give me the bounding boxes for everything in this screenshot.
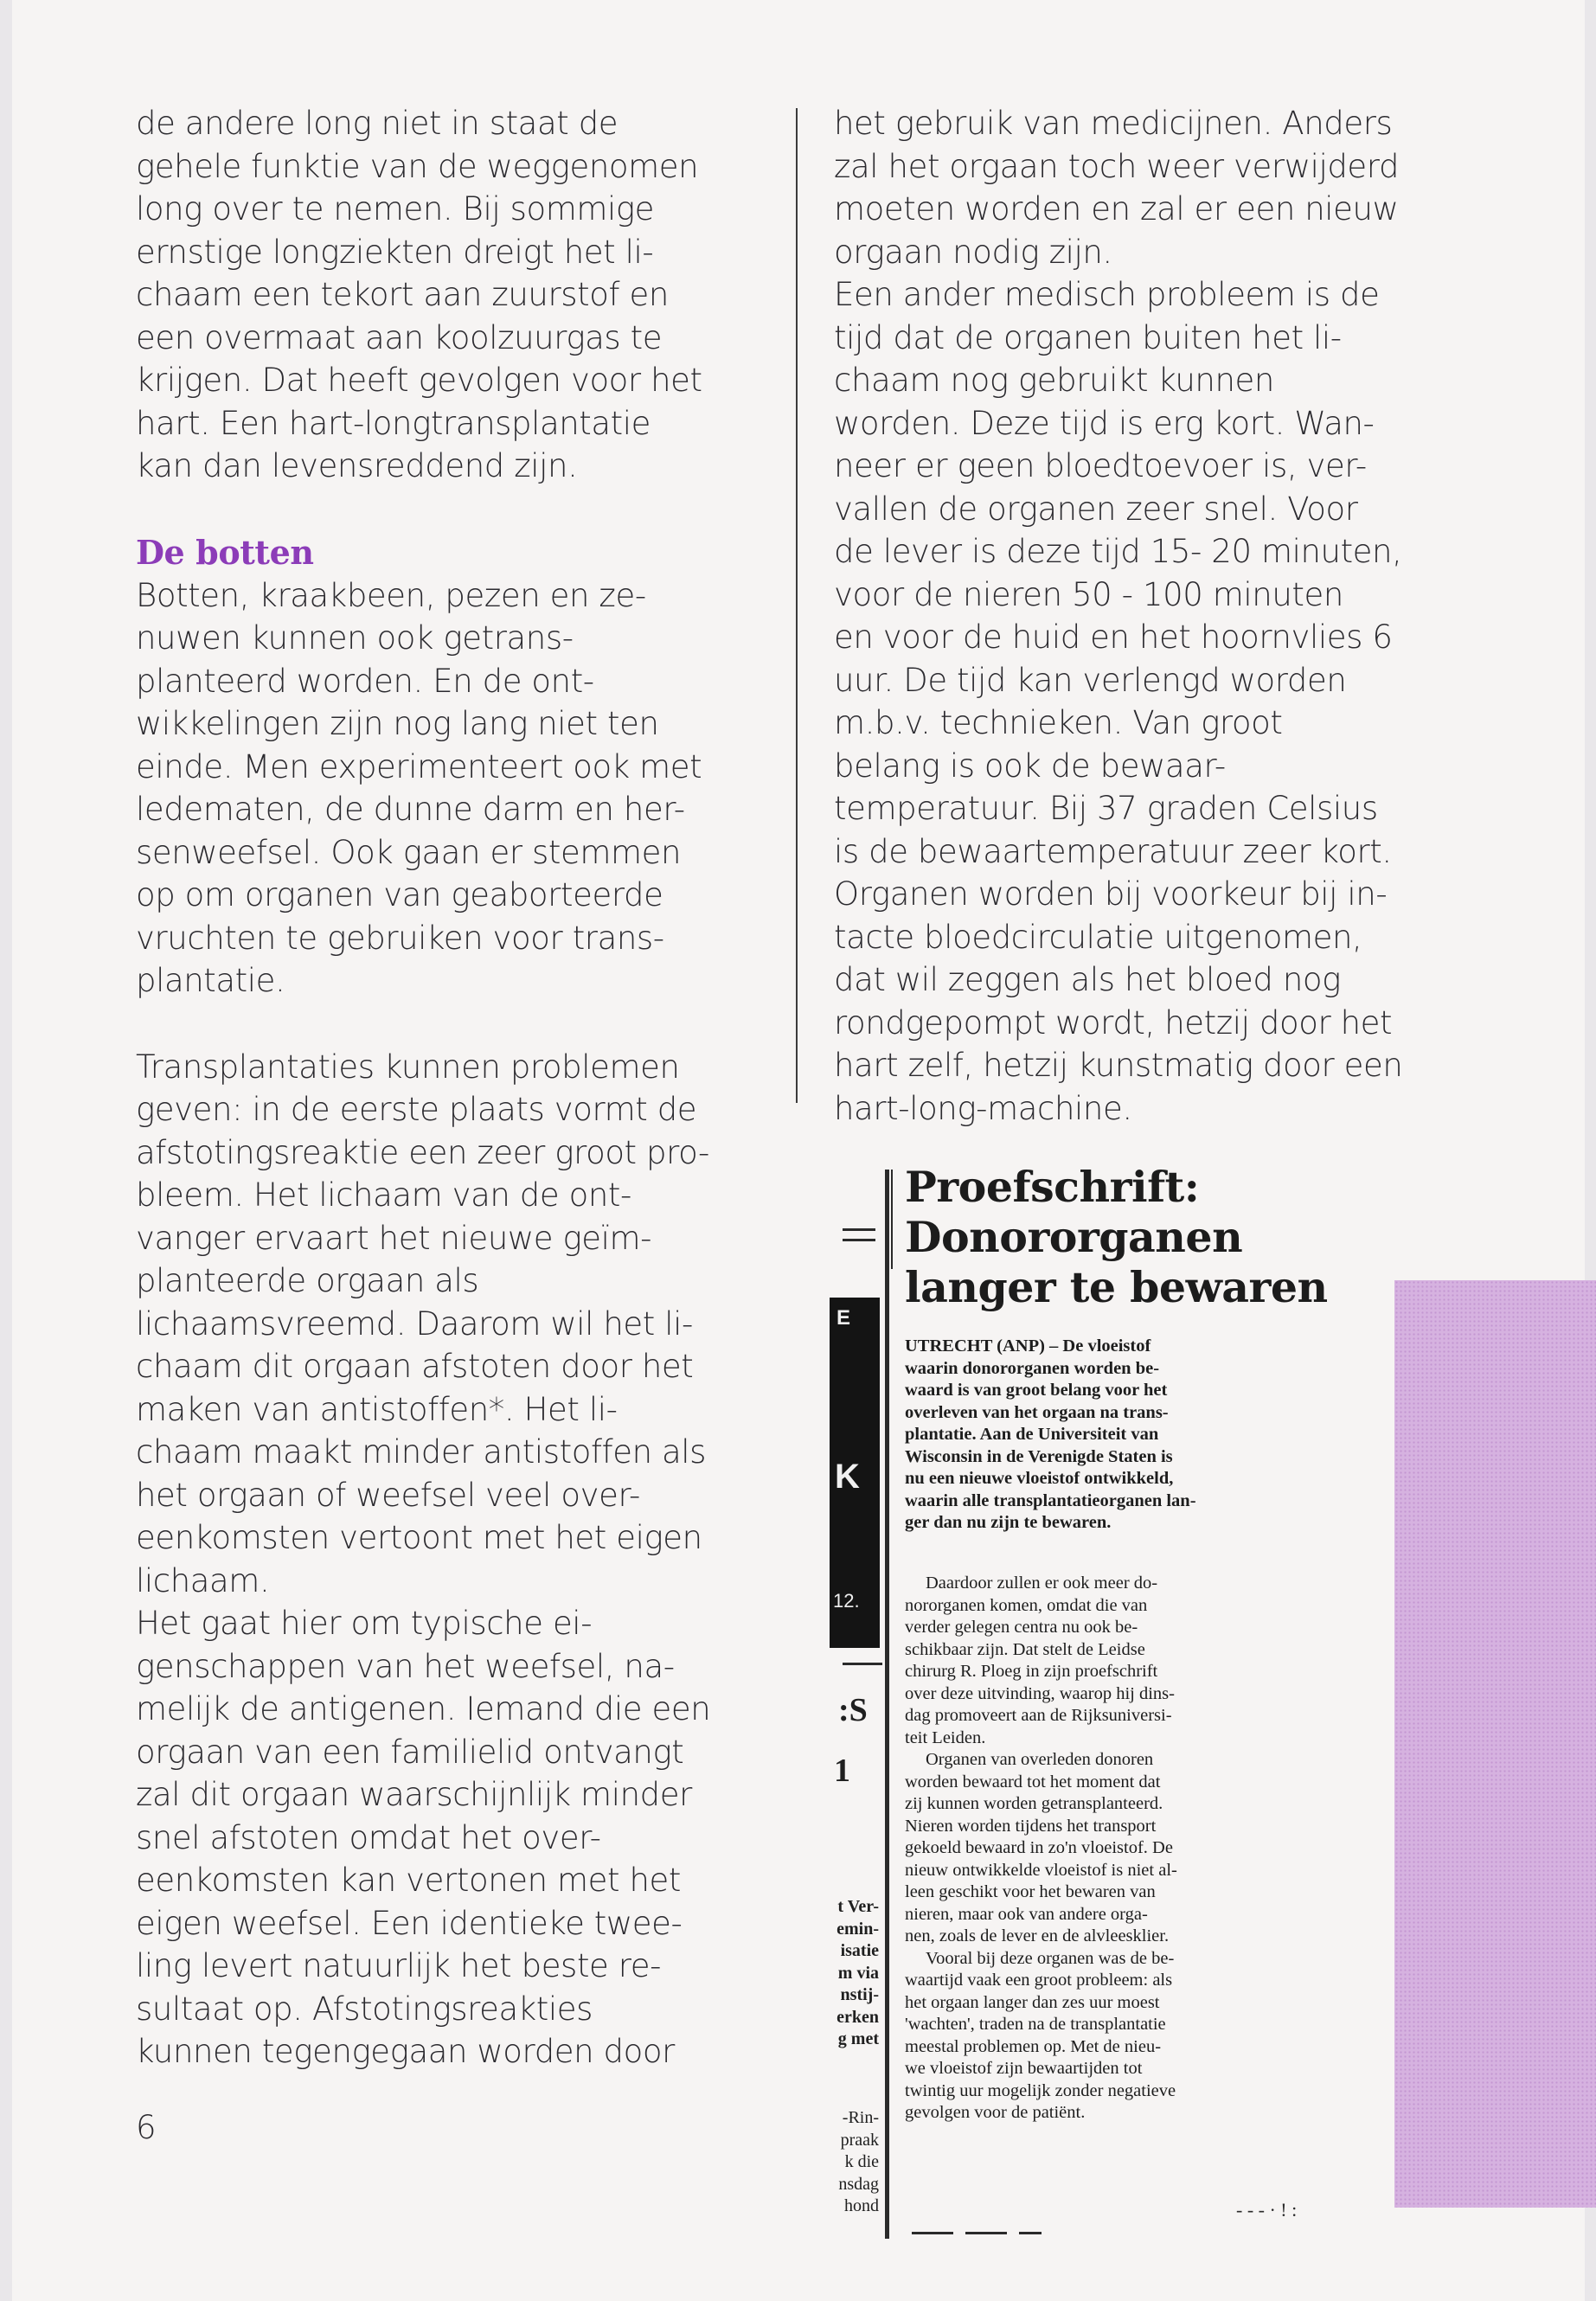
clipping-rule [885,1170,889,2239]
headline-line-3: langer te bewaren [905,1262,1328,1312]
clipping-lead: UTRECHT (ANP) – De vloeistof waarin donororganen worden be- waard is van groot belang voor het overleven van het orgaan na trans- plantatie. Aan de Universiteit van Wisconsin in de Verenigde Staten is nu een nieuwe vloeistof ontwikkeld, waarin alle transplantatieorganen lan- ger dan nu zijn te bewaren. [905,1336,1196,1532]
clipping-paragraph: Vooral bij deze organen was de be- waartijd vaak een groot probleem: als het orgaan langer dan zes uur moest 'wachten', traden na de transplantatie meestal problemen op. Met de nieu- we vloeistof zijn bewaartijden tot twintig uur mogelijk zonder negatieve gevolgen voor de patiënt. [905,1948,1176,2122]
clipping-body [905,1573,1308,2125]
fragment-text: 1 [834,1753,850,1789]
clipping-black-strip [830,1298,880,1648]
clipping-dash [843,1228,875,1231]
strip-number: 12. [833,1590,860,1612]
clipping-dash [843,1663,882,1665]
left-column [136,102,759,2073]
clipping-bottom-rule [912,2232,1042,2234]
right-column [834,102,1457,1130]
fragment-lines: t Ver- emin- isatie m via nstij- erken g met [836,1897,879,2048]
clipping-headline [905,1162,1355,1312]
clipping-rule-accent [891,1170,893,1269]
decorative-pink-block [1394,1280,1596,2208]
fragment-text: :S [838,1692,868,1728]
right-paragraph-2: Een ander medisch probleem is de tijd dat de organen buiten het li- chaam nog gebruikt kunnen worden. Deze tijd is erg kort. Wan- neer er geen bloedtoevoer is, ver- vallen de organen zeer snel. Voor de lever is deze tijd 15- 20 minuten, voor de nieren 50 - 100 minuten en voor de huid en het hoornvlies 6 uur. De tijd kan verlengd worden m.b.v. technieken. Van groot belang is ook de bewaar- temperatuur. Bij 37 graden Celsius is de bewaartemperatuur zeer kort. Organen worden bij voorkeur bij in- tacte bloedcirculatie uitgenomen, dat wil zeggen als het bloed nog rondgepompt wordt, hetzij door het hart zelf, hetzij kunstmatig door een hart-long-machine. [834,276,1403,1127]
headline-line-2: Donororganen [905,1212,1243,1262]
column-divider [796,108,798,1103]
page [12,0,1585,2301]
left-paragraph-4: Het gaat hier om typische ei- genschappen van het weefsel, na- melijk de antigenen. Iemand die een orgaan van een familielid ontvangt zal dit orgaan waarschijnlijk minder snel afstoten omdat het over- eenkomsten kan vertonen met het eigen weefsel. Een identieke twee- ling levert natuurlijk het beste re- sultaat op. Afstotingsreakties kunnen tegengegaan worden door [136,1605,711,2070]
headline-line-1: Proefschrift: [905,1162,1200,1212]
fragment-lines-lower: -Rin- praak k die nsdag hond [838,2108,879,2215]
strip-letter: E [836,1306,851,1330]
left-paragraph-2: Botten, kraakbeen, pezen en ze- nuwen kunnen ook getrans- planteerd worden. En de ont- wikkelingen zijn nog lang niet ten einde. Men experimenteert ook met ledematen, de dunne darm en her- senweefsel. Ook gaan er stemmen op om organen van geaborteerde vruchten te gebruiken voor trans- plantatie. [136,576,702,999]
section-heading-de-botten: De botten [136,532,314,572]
page-number: 6 [136,2109,157,2146]
right-paragraph-1: het gebruik van medicijnen. Anders zal het orgaan toch weer verwijderd moeten worden en zal er een nieuw orgaan nodig zijn. [834,105,1400,271]
clipping-paragraph: Daardoor zullen er ook meer do- nororganen komen, omdat die van verder gelegen centra nu ook be- schikbaar zijn. Dat stelt de Leidse chirurg R. Ploeg in zijn proefschrift over deze uitvinding, waarop hij dins- dag promoveert aan de Rijksuniversi- teit Leiden. [905,1574,1175,1747]
clipping-marks: - - - · ! : [1236,2199,1298,2221]
left-paragraph-3: Transplantaties kunnen problemen geven: in de eerste plaats vormt de afstotingsreaktie een zeer groot pro- bleem. Het lichaam van de ont- vanger ervaart het nieuwe geïm- planteerde orgaan als lichaamsvreemd. Daarom wil het li- chaam dit orgaan afstoten door het maken van antistoffen*. Het li- chaam maakt minder antistoffen als het orgaan of weefsel veel over- eenkomsten vertoont met het eigen lichaam. [136,1048,709,1599]
clipping-paragraph: Organen van overleden donoren worden bewaard tot het moment dat zij kunnen worden getransplanteerd. Nieren worden tijdens het transport gekoeld bewaard in zo'n vloeistof. De nieuw ontwikkelde vloeistof is niet al- leen geschikt voor het bewaren van nieren, maar ook van andere orga- nen, zoals de lever en de alvleesklier. [905,1750,1177,1945]
left-paragraph-1: de andere long niet in staat de gehele funktie van de weggenomen long over te nemen. Bij sommige ernstige longziekten dreigt het li- chaam een tekort aan zuurstof en een overmaat aan koolzuurgas te krijgen. Dat heeft gevolgen voor het hart. Een hart-longtransplantatie kan dan levensreddend zijn. [136,105,702,484]
clipping-dash [843,1239,875,1241]
strip-letter: K [835,1458,860,1496]
